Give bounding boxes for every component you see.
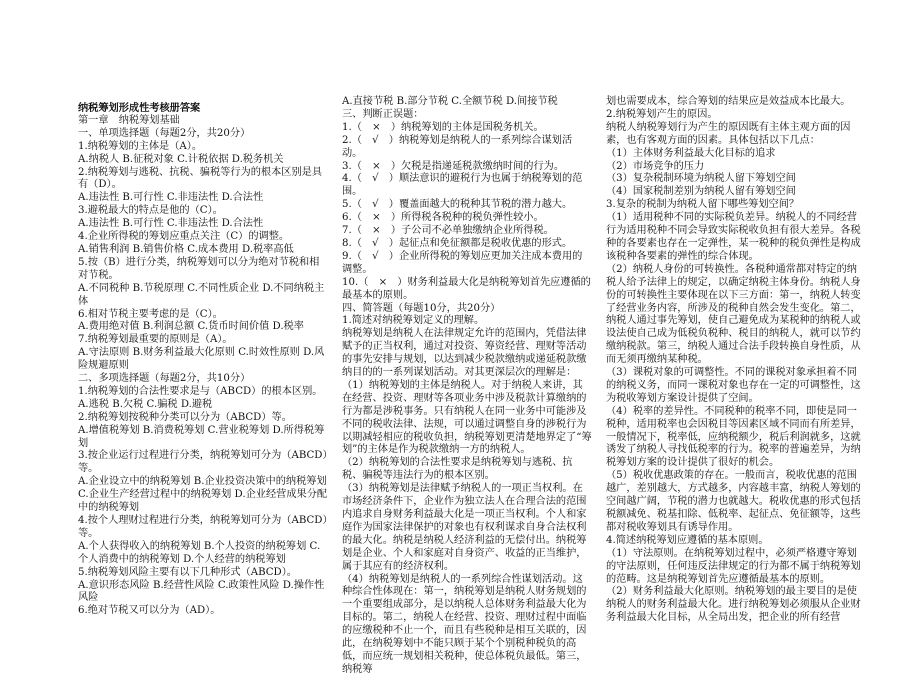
text-line: 第一章 纳税筹划基础: [78, 114, 180, 126]
text-line: （2）纳税人身份的可转换性。各税种通常都对特定的纳税人给予法律上的规定，以确定纳税主体身份。纳税人身份的可转换性主要体现在以下三方面：第一，纳税人转变了经营业务内容，所涉及的税种自然会发生变化。第二，纳税人通过事先筹划，使自己避免成为某税种的纳税人或设法使自己成为低税负税种、税目的纳税人，就可以节约缴纳税款。第三，纳税人通过合法手段转换自身性质，从而无须再缴纳某种税。: [606, 263, 861, 366]
text-line: 9.（ √ ）企业所得税的筹划应更加关注成本费用的调整。: [342, 250, 583, 275]
text-line: A.个人获得收入的纳税筹划 B.个人投资的纳税筹划 C.个人消费中的纳税筹划 D.个人经营的纳税筹划: [78, 540, 321, 565]
text-line: （2）财务利益最大化原则。纳税筹划的最主要目的是使纳税人的财务利益最大化。进行纳税筹划必须服从企业财务利益最大化目标，从全局出发，把企业的所有经营: [606, 586, 861, 624]
text-line: （1）守法原则。在纳税筹划过程中，必须严格遵守筹划的守法原则，任何违反法律规定的行为都不属于纳税筹划的范畴。这是纳税筹划首先应遵循最基本的原则。: [606, 547, 861, 585]
text-line: 7.纳税筹划最重要的原则是（A）。: [78, 334, 233, 346]
text-line: A.违法性 B.可行性 C.非违法性 D.合法性: [78, 218, 264, 230]
text-line: A.直接节税 B.部分节税 C.全额节税 D.间接节税: [342, 96, 558, 107]
text-line: 4.企业所得税的筹划应重点关注（C）的调整。: [78, 231, 290, 243]
text-line: （2）纳税筹划的合法性要求是纳税筹划与逃税、抗税、骗税等违法行为的根本区别。: [342, 457, 573, 482]
text-line: 3.按企业运行过程进行分类，纳税筹划可分为（ABCD）等。: [78, 450, 328, 475]
text-line: 4.按个人理财过程进行分类，纳税筹划可分为（ABCD）等。: [78, 515, 328, 539]
text-line: （1）适用税种不同的实际税负差异。纳税人的不同经营行为适用税种不同会导致实际税收负担有很大差异。各税种的各要素也存在一定弹性，某一税种的税负弹性是构成该税种各要素的弹性的综合体现。: [606, 212, 861, 262]
text-line: 2.纳税筹划产生的原因。: [606, 108, 718, 120]
text-line: 4.（ √ ）顺法意识的避税行为也属于纳税筹划的范围。: [342, 173, 583, 198]
text-line: A.企业设立中的纳税筹划 B.企业投资决策中的纳税筹划 C.企业生产经营过程中的纳税筹划 D.企业经营成果分配中的纳税筹划: [78, 476, 330, 514]
text-line: （3）纳税筹划是法律赋予纳税人的一项正当权利。在市场经济条件下，企业作为独立法人在合理合法的范围内追求自身财务利益最大化是一项正当权利。个人和家庭作为国家法律保护的对象也有权利谋求自身合法权利的最大化。纳税是纳税人经济利益的无偿付出。纳税筹划是企业、个人和家庭对自身资产、收益的正当维护，属于其应有的经济权利。: [342, 483, 587, 572]
text-line: A.费用绝对值 B.利润总额 C.货币时间价值 D.税率: [78, 321, 304, 333]
text-line: 6.绝对节税又可以分为（AD）。: [78, 605, 221, 617]
middle-column: [342, 96, 592, 675]
text-line: 3.避税最大的特点是他的（C）。: [78, 205, 223, 217]
text-line: （4）税率的差异性。不同税种的税率不同，即使是同一税种，适用税率也会因税目等因素区域不同而有所差异，一般情况下，税率低，应纳税额少，税后利润就多，这就诱发了纳税人寻找低税率的行为。税率的普遍差异，为纳税筹划方案的设计提供了很好的机会。: [606, 405, 861, 469]
text-line: 一、单项选择题（每题2分，共20分）: [78, 127, 251, 139]
text-line: A.意识形态风险 B.经营性风险 C.政策性风险 D.操作性风险: [78, 579, 325, 604]
text-line: 10.（ × ）财务利益最大化是纳税筹划首先应遵循的最基本的原则。: [342, 276, 591, 301]
text-line: 四、简答题（每题10分，共20分）: [342, 302, 501, 314]
text-line: A.纳税人 B.征税对象 C.计税依据 D.税务机关: [78, 153, 284, 165]
text-line: 4.简述纳税筹划应遵循的基本原则。: [606, 534, 769, 546]
text-line: A.增值税筹划 B.消费税筹划 C.营业税筹划 D.所得税筹划: [78, 424, 325, 449]
text-line: 三、判断正误题：: [342, 108, 424, 120]
text-line: 1.纳税筹划的合法性要求是与（ABCD）的根本区别。: [78, 385, 323, 397]
text-line: 5.纳税筹划风险主要有以下几种形式（ABCD）。: [78, 566, 297, 578]
text-line: 6.（ × ）所得税各税种的税负弹性较小。: [342, 212, 544, 224]
text-line: 7.（ × ）子公司不必单独缴纳企业所得税。: [342, 225, 554, 237]
text-line: A.违法性 B.可行性 C.非违法性 D.合法性: [78, 192, 264, 204]
text-line: 3.复杂的税制为纳税人留下哪些筹划空间？: [606, 199, 800, 211]
text-line: 2.纳税筹划与逃税、抗税、骗税等行为的根本区别是具有（D）。: [78, 166, 323, 191]
left-column: [78, 102, 328, 650]
text-line: 2.纳税筹划按税种分类可以分为（ABCD）等。: [78, 411, 292, 423]
text-line: （5）税收优惠政策的存在。一般而言，税收优惠的范围越广，差别越大，方式越多，内容越丰富，纳税人筹划的空间越广阔，节税的潜力也就越大。税收优惠的形式包括税额减免、税基扣除、低税率、起征点、免征额等，这些都对税收筹划具有诱导作用。: [606, 470, 861, 533]
document-title: 纳税筹划形成性考核册答案: [78, 102, 201, 114]
text-line: 5.按（B）进行分类，纳税筹划可以分为绝对节税和相对节税。: [78, 256, 320, 281]
text-line: A.守法原则 B.财务利益最大化原则 C.时效性原则 D.风险规避原则: [78, 347, 325, 372]
text-line: （3）课税对象的可调整性。不同的课税对象承担着不同的纳税义务，而同一课税对象也存在一定的可调整性，这为税收筹划方案设计提供了空间。: [606, 367, 861, 404]
text-line: （1）主体财务利益最大化目标的追求: [606, 147, 776, 159]
text-line: A.销售利润 B.销售价格 C.成本费用 D.税率高低: [78, 243, 294, 255]
text-line: 1.纳税筹划的主体是（A）。: [78, 140, 203, 152]
text-line: （2）市场竞争的压力: [606, 160, 705, 172]
text-line: A.不同税种 B.节税原理 C.不同性质企业 D.不同纳税主体: [78, 282, 325, 307]
text-line: A.逃税 B.欠税 C.骗税 D.避税: [78, 398, 213, 410]
text-line: （4）纳税筹划是纳税人的一系列综合性谋划活动。这种综合性体现在：第一，纳税筹划是纳税人财务规划的一个重要组成部分，是以纳税人总体财务利益最大化为目标的。第二，纳税人在经营、投资、理财过程中面临的应缴税种不止一个，而且有些税种是相互关联的，因此，在纳税筹划中不能只顾于某个个别税种税负的高低，而应统一规划相关税种，使总体税负最低。第三，纳税筹: [342, 573, 587, 675]
text-line: 纳税人纳税筹划行为产生的原因既有主体主观方面的因素，也有客观方面的因素。具体包括以下几点：: [606, 121, 851, 146]
text-line: 1.（ × ）纳税筹划的主体是国税务机关。: [342, 121, 544, 133]
text-line: （4）国家税制差别为纳税人留有筹划空间: [606, 186, 796, 198]
text-line: 3.（ × ）欠税是指递延税款缴纳时间的行为。: [342, 160, 565, 172]
text-line: （1）纳税筹划的主体是纳税人。对于纳税人来讲，其在经营、投资、理财等各项业务中涉及税款计算缴纳的行为都是涉税事务。只有纳税人在同一业务中可能涉及不同的税收法律、法规，可以通过调整自身的涉税行为以期减轻相应的税收负担，纳税筹划更清楚地界定了“筹划”的主体是作为税款缴纳一方的纳税人。: [342, 379, 592, 456]
text-line: 8.（ √ ）起征点和免征额都是税收优惠的形式。: [342, 237, 573, 249]
text-line: 6.相对节税主要考虑的是（C）。: [78, 308, 223, 320]
text-line: 二、多项选择题（每题2分，共10分）: [78, 373, 251, 385]
text-line: 5.（ √ ）覆盖面越大的税种其节税的潜力越大。: [342, 199, 573, 211]
text-line: 2.（ √ ）纳税筹划是纳税人的一系列综合谋划活动。: [342, 134, 573, 159]
text-line: 纳税筹划是纳税人在法律规定允许的范围内，凭借法律赋予的正当权利，通过对投资、筹资经营、理财等活动的事先安排与规划，以达到减少税款缴纳或递延税款缴纳目的的一系列谋划活动。对其更深层次的理解是：: [342, 328, 587, 379]
text-line: （3）复杂税制环境为纳税人留下筹划空间: [606, 173, 796, 185]
text-line: 1.简述对纳税筹划定义的理解。: [342, 315, 485, 327]
text-line: 划也需要成本，综合筹划的结果应是效益成本比最大。: [606, 96, 851, 107]
right-column: [606, 96, 862, 650]
